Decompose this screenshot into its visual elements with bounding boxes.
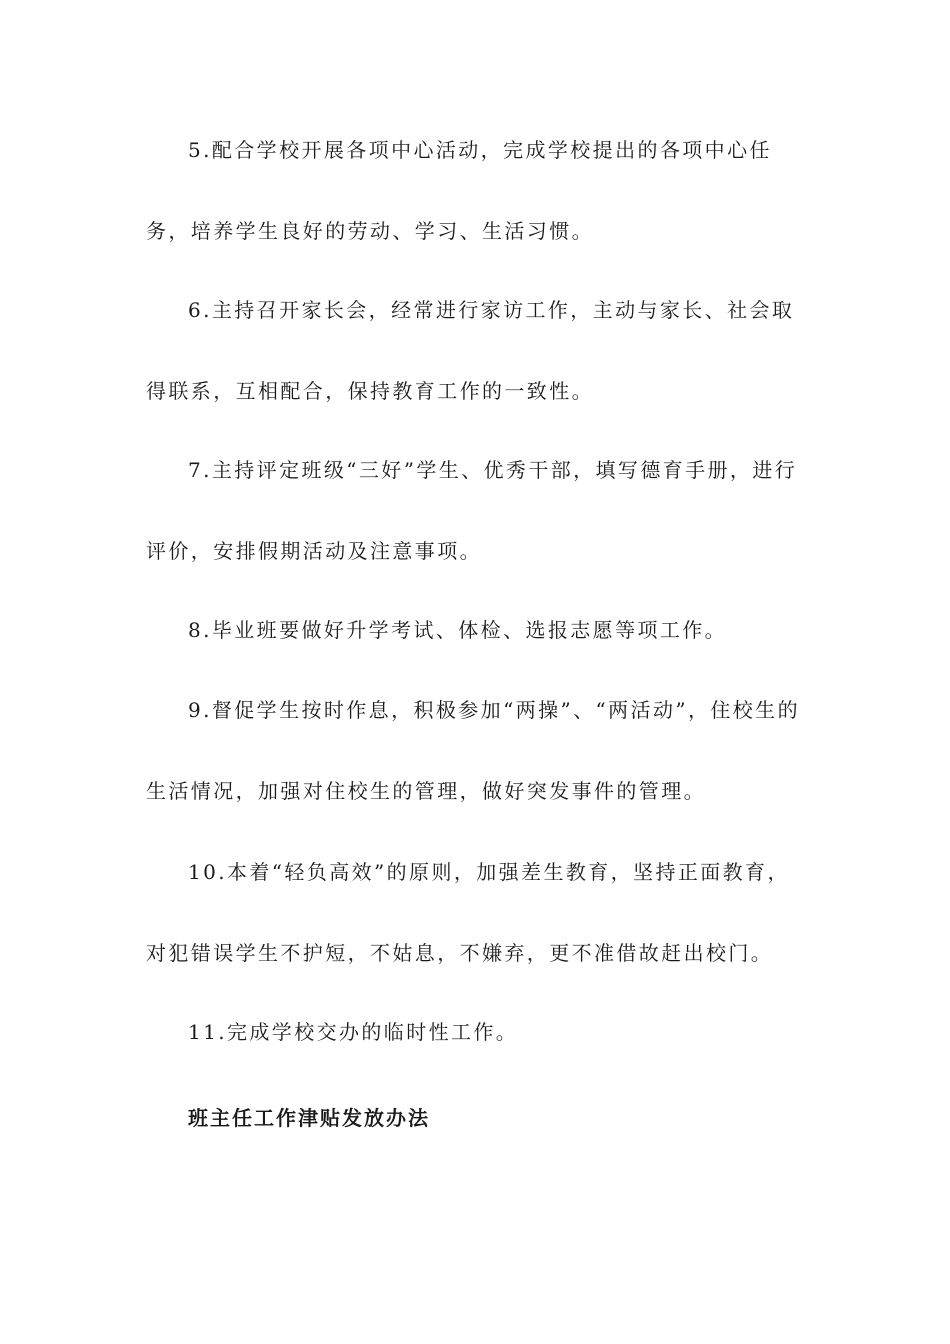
paragraph-item-9: 9.督促学生按时作息，积极参加“两操”、“两活动”，住校生的生活情况，加强对住校生的管理，做好突发事件的管理。 (146, 698, 800, 803)
paragraph-item-6: 6.主持召开家长会，经常进行家访工作，主动与家长、社会取得联系，互相配合，保持教育工作的一致性。 (146, 298, 795, 403)
section-heading: 班主任工作津贴发放办法 (188, 1106, 430, 1130)
paragraph-item-11: 11.完成学校交办的临时性工作。 (188, 1020, 519, 1044)
paragraph-item-5: 5.配合学校开展各项中心活动，完成学校提出的各项中心任务，培养学生良好的劳动、学习、生活习惯。 (146, 138, 772, 243)
paragraph-item-7: 7.主持评定班级“三好”学生、优秀干部，填写德育手册，进行评价，安排假期活动及注意事项。 (146, 458, 798, 563)
paragraph-item-10: 10.本着“轻负高效”的原则，加强差生教育，坚持正面教育，对犯错误学生不护短，不姑息，不嫌弃，更不准借故赶出校门。 (146, 860, 790, 965)
paragraph-item-8: 8.毕业班要做好升学考试、体检、选报志愿等项工作。 (188, 618, 728, 642)
